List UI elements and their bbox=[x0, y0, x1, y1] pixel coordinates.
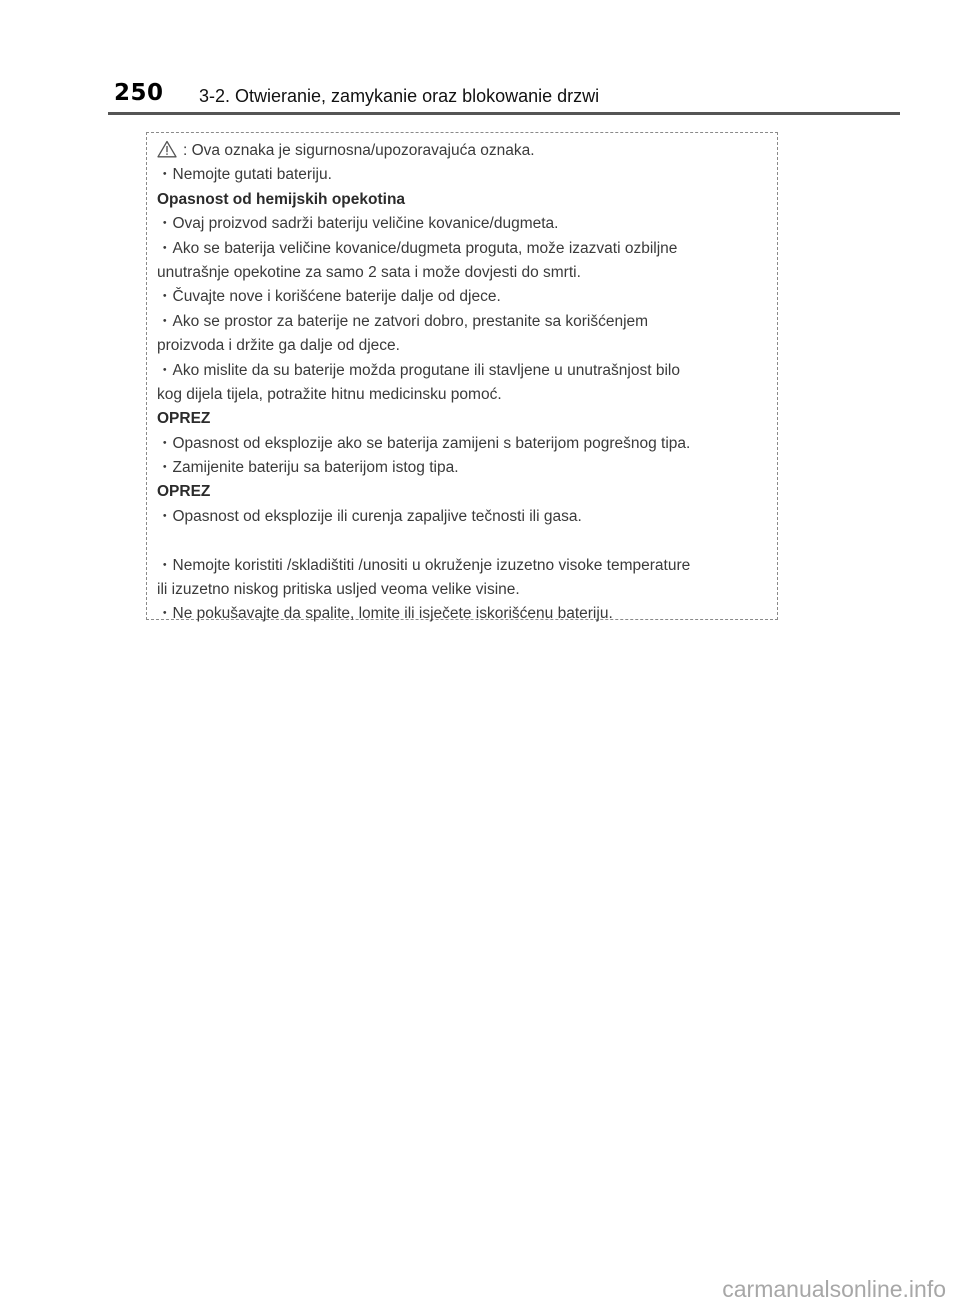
label-line: ・Nemojte koristiti /skladištiti /unositi u okruženje izuzetno visoke temperature bbox=[157, 556, 691, 574]
label-line: ・Opasnost od eksplozije ili curenja zapaljive tečnosti ili gasa. bbox=[157, 507, 582, 525]
chemical-burns-heading: Opasnost od hemijskih opekotina bbox=[157, 190, 406, 208]
header-rule bbox=[108, 112, 900, 115]
label-text bbox=[157, 139, 771, 627]
section-title: 3-2. Otwieranie, zamykanie oraz blokowanie drzwi bbox=[199, 86, 600, 106]
label-line: unutrašnje opekotine za samo 2 sata i može dovjesti do smrti. bbox=[157, 263, 581, 281]
label-line: ・Ne pokušavajte da spalite, lomite ili isječete iskorišćenu bateriju. bbox=[157, 605, 613, 623]
page-header bbox=[108, 78, 900, 118]
page-number: 250 bbox=[114, 80, 164, 106]
caution-heading: OPREZ bbox=[157, 410, 211, 428]
warning-symbol-text: : Ova oznaka je sigurnosna/upozoravajuća oznaka. bbox=[183, 142, 535, 159]
label-line: ・Ovaj proizvod sadrži bateriju veličine kovanice/dugmeta. bbox=[157, 215, 559, 233]
label-line: ・Ako mislite da su baterije možda progutane ili stavljene u unutrašnjost bilo bbox=[157, 361, 680, 379]
label-line: ・Ako se prostor za baterije ne zatvori dobro, prestanite sa korišćenjem bbox=[157, 312, 649, 330]
caution-heading: OPREZ bbox=[157, 483, 211, 501]
label-line: kog dijela tijela, potražite hitnu medicinsku pomoć. bbox=[157, 385, 502, 403]
battery-warning-label bbox=[146, 132, 778, 623]
label-line: ・Ako se baterija veličine kovanice/dugmeta proguta, može izazvati ozbiljne bbox=[157, 239, 678, 257]
label-line: ili izuzetno niskog pritiska usljed veoma velike visine. bbox=[157, 581, 520, 599]
blank-line bbox=[157, 529, 771, 553]
label-line: ・Zamijenite bateriju sa baterijom istog tipa. bbox=[157, 459, 459, 477]
warning-symbol-line bbox=[157, 139, 771, 163]
watermark: carmanualsonline.info bbox=[722, 1276, 946, 1302]
label-line: ・Nemojte gutati bateriju. bbox=[157, 166, 332, 184]
label-line: ・Opasnost od eksplozije ako se baterija zamijeni s baterijom pogrešnog tipa. bbox=[157, 434, 691, 452]
label-line: ・Čuvajte nove i korišćene baterije dalje od djece. bbox=[157, 288, 501, 306]
label-line: proizvoda i držite ga dalje od djece. bbox=[157, 337, 400, 355]
